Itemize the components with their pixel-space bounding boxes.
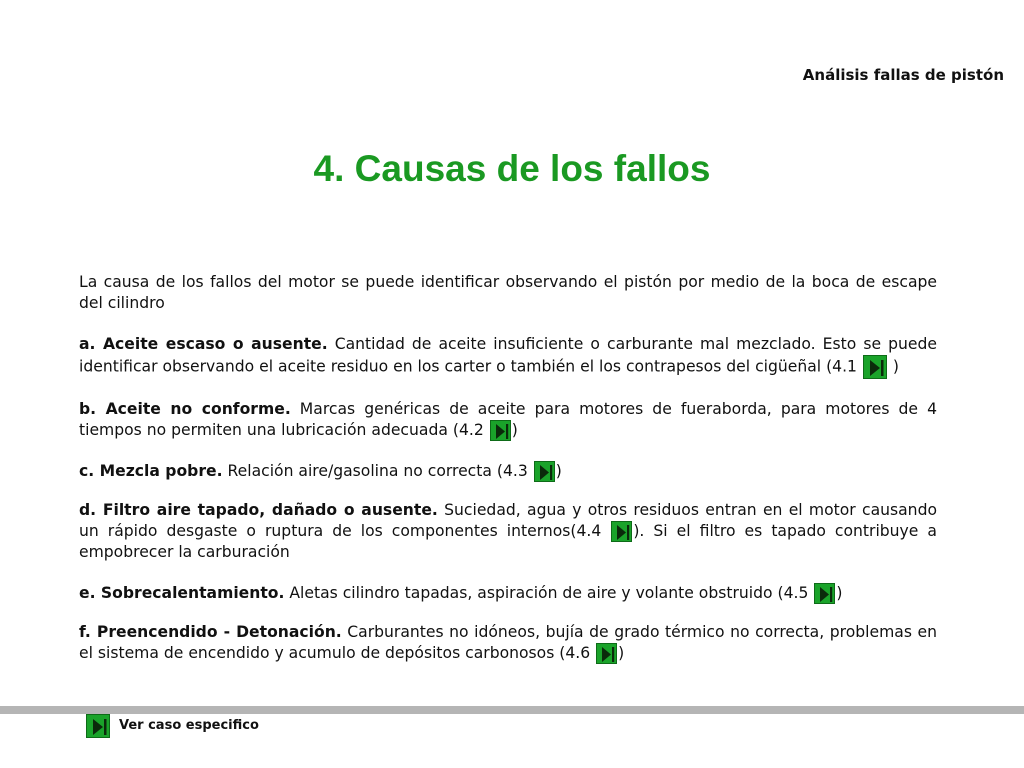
item-d-text: Suciedad, agua y otros residuos entran en el motor causando un rápido desgaste o ruptura de los componentes internos(4.4 <box>79 501 938 540</box>
item-b-after: ) <box>511 421 518 439</box>
header-title: Análisis fallas de pistón <box>802 66 1004 84</box>
item-e-after: ) <box>836 584 843 602</box>
item-a-text: Cantidad de aceite insuficiente o carburante mal mezclado. Esto se puede identificar observando el aceite residuo en los carter o también el los contrapesos del cigüeñal (4.1 <box>79 335 938 376</box>
item-a-after: ) <box>887 357 899 376</box>
item-f-text: Carburantes no idóneos, bujía de grado térmico no correcta, problemas en el sistema de encendido y acumulo de depósitos carbonosos (4.6 <box>79 623 937 662</box>
content-body <box>79 272 937 684</box>
item-f-after: ) <box>618 644 625 662</box>
item-b-text: Marcas genéricas de aceite para motores de fueraborda, para motores de 4 tiempos no permiten una lubricación adecuada (4.2 <box>79 400 937 439</box>
item-f <box>79 622 937 664</box>
item-f-heading: f. Preencendido - Detonación. <box>79 623 342 641</box>
item-e-heading: e. Sobrecalentamiento. <box>79 584 285 602</box>
item-d <box>79 500 937 563</box>
play-next-icon-footer[interactable] <box>86 714 110 738</box>
play-next-icon-4-3[interactable] <box>534 461 555 482</box>
intro-paragraph: La causa de los fallos del motor se puede identificar observando el pistón por medio de la boca de escape del cilindro <box>79 273 937 312</box>
item-d-after: ). Si el filtro es tapado contribuye a empobrecer la carburación <box>79 522 937 561</box>
play-next-icon-4-5[interactable] <box>814 583 835 604</box>
item-c <box>79 461 937 482</box>
item-a-heading: a. Aceite escaso o ausente. <box>79 335 328 353</box>
item-c-text: Relación aire/gasolina no correcta (4.3 <box>222 462 528 480</box>
item-e <box>79 583 937 604</box>
item-a <box>79 334 937 379</box>
page-title: 4. Causas de los fallos <box>313 148 711 189</box>
item-c-heading: c. Mezcla pobre. <box>79 462 223 480</box>
footer-link-label[interactable]: Ver caso especifico <box>119 718 259 733</box>
item-d-heading: d. Filtro aire tapado, dañado o ausente. <box>79 501 438 519</box>
item-c-after: ) <box>555 462 562 480</box>
item-b-heading: b. Aceite no conforme. <box>79 400 291 418</box>
item-b <box>79 399 937 441</box>
play-next-icon-4-2[interactable] <box>490 420 511 441</box>
footer-divider <box>0 706 1024 714</box>
play-next-icon-4-6[interactable] <box>596 643 617 664</box>
play-next-icon-4-4[interactable] <box>611 521 632 542</box>
play-next-icon-4-1[interactable] <box>863 355 887 379</box>
item-e-text: Aletas cilindro tapadas, aspiración de aire y volante obstruido (4.5 <box>284 584 809 602</box>
